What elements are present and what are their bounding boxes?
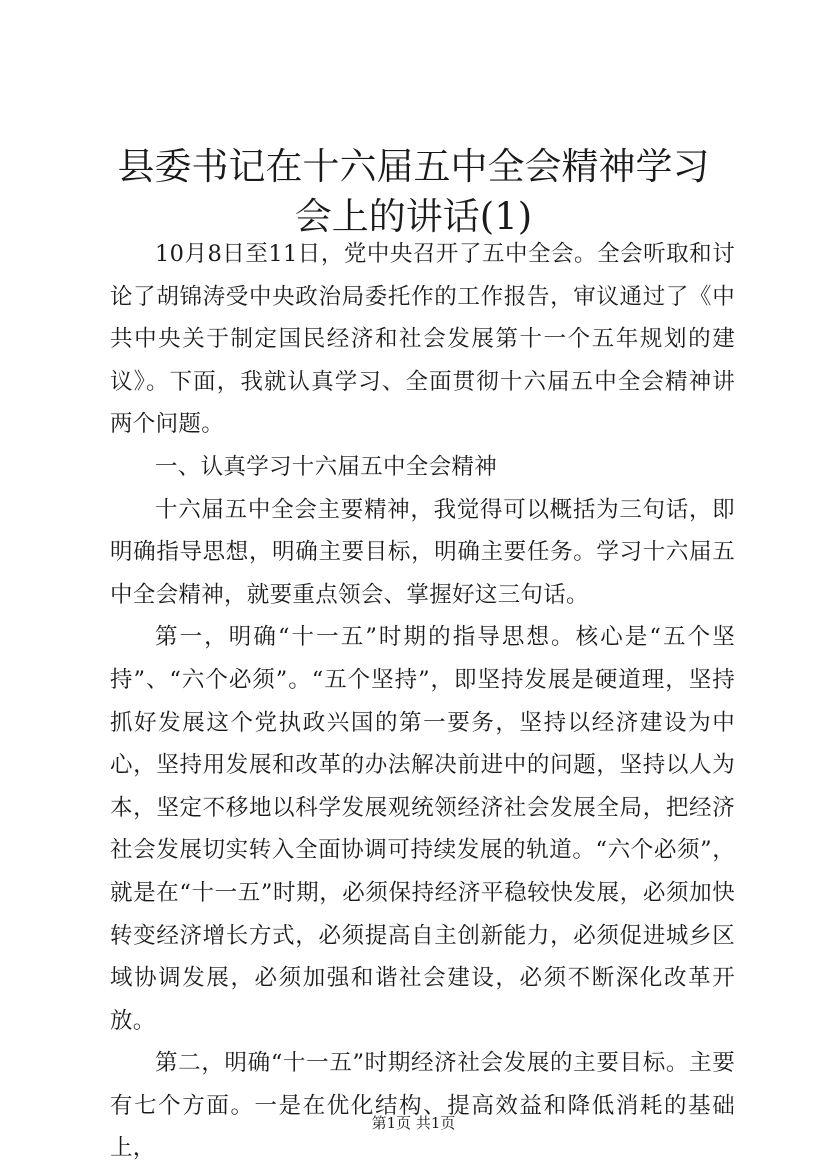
document-body [110,233,735,1170]
paragraph-first-point: 第一，明确“十一五”时期的指导思想。核心是“五个坚持”、“六个必须”。“五个坚持”，即坚持发展是硬道理，坚持抓好发展这个党执政兴国的第一要务，坚持以经济建设为中心，坚持用发展和改革的办法解决前进中的问题，坚持以人为本，坚定不移地以科学发展观统领经济社会发展全局，把经济社会发展切实转入全面协调可持续发展的轨道。“六个必须”，就是在“十一五”时期，必须保持经济平稳较快发展，必须加快转变经济增长方式，必须提高自主创新能力，必须促进城乡区域协调发展，必须加强和谐社会建设，必须不断深化改革开放。 [110,624,735,1034]
paragraph-summary: 十六届五中全会主要精神，我觉得可以概括为三句话，即明确指导思想，明确主要目标，明确主要任务。学习十六届五中全会精神，就要重点领会、掌握好这三句话。 [110,496,735,608]
paragraph-intro: 10月8日至11日，党中央召开了五中全会。全会听取和讨论了胡锦涛受中央政治局委托作的工作报告，审议通过了《中共中央关于制定国民经济和社会发展第十一个五年规划的建议》。下面，我就认真学习、全面贯彻十六届五中全会精神讲两个问题。 [110,241,735,438]
section-heading: 一、认真学习十六届五中全会精神 [155,453,498,480]
paragraph-second-point: 第二，明确“十一五”时期经济社会发展的主要目标。主要有七个方面。一是在优化结构、提高效益和降低消耗的基础上， [110,1050,735,1162]
page-footer: 第1页 共1页 [371,1114,456,1132]
document-title: 县委书记在十六届五中全会精神学习会上的讲话(1) [117,145,710,238]
